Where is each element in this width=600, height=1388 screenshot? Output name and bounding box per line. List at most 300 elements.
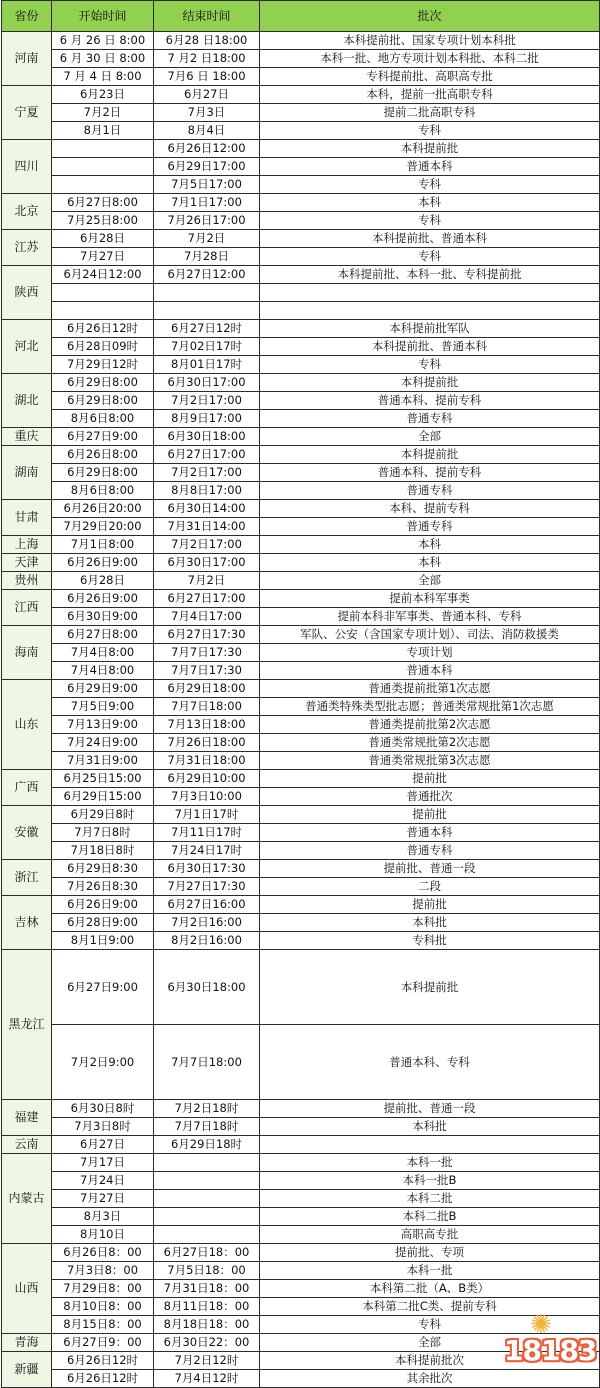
batch-cell: 提前批、普通一段 xyxy=(260,1100,600,1118)
table-row xyxy=(2,500,600,518)
table-row xyxy=(2,158,600,176)
table-row xyxy=(2,1100,600,1118)
table-row xyxy=(2,626,600,644)
province-cell: 四川 xyxy=(2,140,52,194)
province-cell: 贵州 xyxy=(2,572,52,590)
table-row xyxy=(2,518,600,536)
batch-cell: 本科一批、地方专项计划本科批、本科二批 xyxy=(260,50,600,68)
batch-cell: 普通类提前批第1次志愿 xyxy=(260,680,600,698)
end-time-cell: 7月1日17时 xyxy=(154,806,260,824)
start-time-cell: 8月1日 xyxy=(52,122,154,140)
table-row xyxy=(2,914,600,932)
header-province: 省份 xyxy=(2,1,52,32)
start-time-cell: 7月17日 xyxy=(52,1154,154,1172)
batch-cell: 普通本科 xyxy=(260,662,600,680)
end-time-cell: 6月27日18：00 xyxy=(154,1244,260,1262)
batch-cell: 本科 xyxy=(260,554,600,572)
start-time-cell: 7月7日8时 xyxy=(52,824,154,842)
province-cell: 云南 xyxy=(2,1136,52,1154)
table-row xyxy=(2,608,600,626)
start-time-cell: 6月26日9:00 xyxy=(52,896,154,914)
batch-cell: 本科提前批 xyxy=(260,950,600,1025)
end-time-cell: 7月3日10:00 xyxy=(154,788,260,806)
province-cell: 山东 xyxy=(2,680,52,770)
end-time-cell: 7月2日17:00 xyxy=(154,392,260,410)
start-time-cell: 8月3日 xyxy=(52,1208,154,1226)
start-time-cell: 7月25日8:00 xyxy=(52,212,154,230)
watermark-text: 18183 xyxy=(504,1334,597,1367)
batch-cell: 普通本科 xyxy=(260,824,600,842)
end-time-cell: 7月2日17:00 xyxy=(154,464,260,482)
start-time-cell: 6月26日20:00 xyxy=(52,500,154,518)
end-time-cell: 7月4日12时 xyxy=(154,1370,260,1388)
table-row xyxy=(2,86,600,104)
end-time-cell xyxy=(154,302,260,320)
end-time-cell: 7月7日18:00 xyxy=(154,698,260,716)
end-time-cell: 7 月2 日18:00 xyxy=(154,50,260,68)
start-time-cell xyxy=(52,158,154,176)
end-time-cell: 7月2日16:00 xyxy=(154,914,260,932)
end-time-cell: 6月27日12:00 xyxy=(154,266,260,284)
province-cell: 陕西 xyxy=(2,266,52,320)
end-time-cell: 6月27日17:30 xyxy=(154,626,260,644)
province-cell: 福建 xyxy=(2,1100,52,1136)
table-row xyxy=(2,698,600,716)
province-cell: 江苏 xyxy=(2,230,52,266)
table-row xyxy=(2,590,600,608)
table-header-row xyxy=(2,1,600,32)
end-time-cell: 6月29日10:00 xyxy=(154,770,260,788)
province-cell: 青海 xyxy=(2,1334,52,1352)
end-time-cell: 6月27日12时 xyxy=(154,320,260,338)
batch-cell: 本科批 xyxy=(260,1118,600,1136)
table-row xyxy=(2,248,600,266)
province-cell: 黑龙江 xyxy=(2,950,52,1100)
batch-cell: 普通专科 xyxy=(260,842,600,860)
end-time-cell: 7月13日18:00 xyxy=(154,716,260,734)
table-row xyxy=(2,1190,600,1208)
batch-cell: 专科 xyxy=(260,1316,600,1334)
table-row xyxy=(2,1172,600,1190)
table-row xyxy=(2,842,600,860)
table-row xyxy=(2,950,600,1025)
start-time-cell: 6月23日 xyxy=(52,86,154,104)
table-row xyxy=(2,770,600,788)
batch-cell: 本科提前批 xyxy=(260,140,600,158)
end-time-cell: 8月01日17时 xyxy=(154,356,260,374)
table-row xyxy=(2,644,600,662)
batch-cell: 全部 xyxy=(260,428,600,446)
table-row xyxy=(2,932,600,950)
start-time-cell: 7月4日8:00 xyxy=(52,644,154,662)
table-row xyxy=(2,320,600,338)
start-time-cell: 8月6日8:00 xyxy=(52,482,154,500)
table-row xyxy=(2,1370,600,1388)
batch-cell: 普通专科 xyxy=(260,482,600,500)
batch-cell: 普通专科 xyxy=(260,518,600,536)
batch-cell: 本科一批 xyxy=(260,1154,600,1172)
start-time-cell: 6月29日15:00 xyxy=(52,788,154,806)
start-time-cell: 8月15日8：00 xyxy=(52,1316,154,1334)
batch-cell: 专科批 xyxy=(260,932,600,950)
table-row xyxy=(2,176,600,194)
end-time-cell: 7月7日18时 xyxy=(154,1118,260,1136)
province-cell: 内蒙古 xyxy=(2,1154,52,1244)
batch-cell xyxy=(260,1136,600,1154)
start-time-cell: 7月31日9:00 xyxy=(52,752,154,770)
table-row xyxy=(2,716,600,734)
table-row xyxy=(2,68,600,86)
province-cell: 山西 xyxy=(2,1244,52,1334)
batch-cell: 本科一批 xyxy=(260,1262,600,1280)
batch-cell: 本科提前批次 xyxy=(260,1352,600,1370)
end-time-cell: 6月27日16:00 xyxy=(154,896,260,914)
start-time-cell: 7月27日 xyxy=(52,248,154,266)
table-row xyxy=(2,662,600,680)
table-row xyxy=(2,572,600,590)
start-time-cell: 6月29日8:00 xyxy=(52,464,154,482)
table-row xyxy=(2,1280,600,1298)
end-time-cell: 7月2日 xyxy=(154,572,260,590)
end-time-cell: 7月24日17时 xyxy=(154,842,260,860)
batch-cell: 专科提前批、高职高专批 xyxy=(260,68,600,86)
table-row xyxy=(2,554,600,572)
table-row xyxy=(2,266,600,284)
admission-schedule-table xyxy=(1,0,600,1388)
end-time-cell: 7月2日 xyxy=(154,230,260,248)
start-time-cell xyxy=(52,176,154,194)
watermark-logo xyxy=(504,1310,597,1370)
end-time-cell: 7月7日18:00 xyxy=(154,1025,260,1100)
table-row xyxy=(2,1154,600,1172)
start-time-cell: 6月27日9：00 xyxy=(52,1334,154,1352)
end-time-cell: 8月2日16:00 xyxy=(154,932,260,950)
start-time-cell: 6 月 30 日 8:00 xyxy=(52,50,154,68)
end-time-cell xyxy=(154,1172,260,1190)
batch-cell: 普通类特殊类型批志愿；普通类常规批第1次志愿 xyxy=(260,698,600,716)
start-time-cell: 8月1日9:00 xyxy=(52,932,154,950)
start-time-cell: 7月24日 xyxy=(52,1172,154,1190)
province-cell: 安徽 xyxy=(2,806,52,860)
batch-cell: 全部 xyxy=(260,572,600,590)
batch-cell: 全部 xyxy=(260,1334,600,1352)
batch-cell: 提前批、普通一段 xyxy=(260,860,600,878)
batch-cell: 本科提前批、普通本科 xyxy=(260,338,600,356)
province-cell: 天津 xyxy=(2,554,52,572)
batch-cell: 专科 xyxy=(260,248,600,266)
batch-cell: 本科第二批C类、提前专科 xyxy=(260,1298,600,1316)
table-row xyxy=(2,338,600,356)
table-row xyxy=(2,896,600,914)
table-row xyxy=(2,464,600,482)
table-row xyxy=(2,356,600,374)
start-time-cell: 6月26日12时 xyxy=(52,1352,154,1370)
batch-cell: 本科提前批 xyxy=(260,446,600,464)
province-cell: 上海 xyxy=(2,536,52,554)
start-time-cell: 6月27日8:00 xyxy=(52,194,154,212)
batch-cell: 提前批、专项 xyxy=(260,1244,600,1262)
start-time-cell: 8月6日8:00 xyxy=(52,410,154,428)
province-cell: 重庆 xyxy=(2,428,52,446)
start-time-cell: 6月28日 xyxy=(52,572,154,590)
start-time-cell: 6月26日12时 xyxy=(52,320,154,338)
table-row xyxy=(2,1226,600,1244)
batch-cell: 本科二批 xyxy=(260,1190,600,1208)
end-time-cell: 7月11日17时 xyxy=(154,824,260,842)
start-time-cell: 6月24日12:00 xyxy=(52,266,154,284)
end-time-cell: 6月30日22：00 xyxy=(154,1334,260,1352)
batch-cell: 提前二批高职专科 xyxy=(260,104,600,122)
end-time-cell xyxy=(154,1154,260,1172)
table-row xyxy=(2,482,600,500)
end-time-cell: 7月7日17:30 xyxy=(154,644,260,662)
table-row xyxy=(2,374,600,392)
start-time-cell: 8月10日8：00 xyxy=(52,1298,154,1316)
table-row xyxy=(2,140,600,158)
batch-cell: 其余批次 xyxy=(260,1370,600,1388)
table-row xyxy=(2,824,600,842)
table-row xyxy=(2,392,600,410)
start-time-cell xyxy=(52,302,154,320)
header-start-time: 开始时间 xyxy=(52,1,154,32)
province-cell: 吉林 xyxy=(2,896,52,950)
table-row xyxy=(2,1025,600,1100)
end-time-cell: 7月31日14:00 xyxy=(154,518,260,536)
table-row xyxy=(2,806,600,824)
batch-cell: 本科一批B xyxy=(260,1172,600,1190)
end-time-cell: 6月30日14:00 xyxy=(154,500,260,518)
start-time-cell: 6月25日15:00 xyxy=(52,770,154,788)
batch-cell xyxy=(260,284,600,302)
batch-cell: 本科 xyxy=(260,536,600,554)
province-cell: 湖北 xyxy=(2,374,52,428)
batch-cell: 本科提前批、国家专项计划本科批 xyxy=(260,32,600,50)
end-time-cell: 6月29日18时 xyxy=(154,1136,260,1154)
batch-cell: 普通类常规批第3次志愿 xyxy=(260,752,600,770)
province-cell: 江西 xyxy=(2,590,52,626)
end-time-cell: 6月27日17:00 xyxy=(154,590,260,608)
end-time-cell: 7月26日18:00 xyxy=(154,734,260,752)
start-time-cell: 6月27日 xyxy=(52,1136,154,1154)
start-time-cell: 6月26日8:00 xyxy=(52,446,154,464)
table-row xyxy=(2,212,600,230)
end-time-cell: 7月1日17:00 xyxy=(154,194,260,212)
province-cell: 河北 xyxy=(2,320,52,374)
end-time-cell: 6月30日18:00 xyxy=(154,428,260,446)
batch-cell: 提前批 xyxy=(260,806,600,824)
batch-cell: 专科 xyxy=(260,122,600,140)
start-time-cell: 6月28日9:00 xyxy=(52,914,154,932)
end-time-cell: 8月8日17:00 xyxy=(154,482,260,500)
start-time-cell: 8月10日 xyxy=(52,1226,154,1244)
start-time-cell: 7月5日9:00 xyxy=(52,698,154,716)
table-row xyxy=(2,536,600,554)
province-cell: 北京 xyxy=(2,194,52,230)
table-row xyxy=(2,32,600,50)
end-time-cell: 7月5日17:00 xyxy=(154,176,260,194)
province-cell: 海南 xyxy=(2,626,52,680)
start-time-cell: 6月27日9:00 xyxy=(52,428,154,446)
end-time-cell: 7月3日 xyxy=(154,104,260,122)
batch-cell: 专项计划 xyxy=(260,644,600,662)
start-time-cell: 6月29日9:00 xyxy=(52,680,154,698)
start-time-cell: 6月30日8时 xyxy=(52,1100,154,1118)
batch-cell: 军队、公安（含国家专项计划）、司法、消防救援类 xyxy=(260,626,600,644)
province-cell: 甘肃 xyxy=(2,500,52,536)
header-batch: 批次 xyxy=(260,1,600,32)
start-time-cell: 6月26日9:00 xyxy=(52,590,154,608)
table-row xyxy=(2,1208,600,1226)
start-time-cell: 6月28日 xyxy=(52,230,154,248)
start-time-cell: 6月27日8:00 xyxy=(52,626,154,644)
table-row xyxy=(2,302,600,320)
batch-cell: 本科提前批军队 xyxy=(260,320,600,338)
end-time-cell: 6月30日17:00 xyxy=(154,374,260,392)
batch-cell: 普通专科 xyxy=(260,410,600,428)
batch-cell: 普通批次 xyxy=(260,788,600,806)
end-time-cell: 7月02日17时 xyxy=(154,338,260,356)
batch-cell: 提前批 xyxy=(260,770,600,788)
table-row xyxy=(2,680,600,698)
start-time-cell: 6月27日9:00 xyxy=(52,950,154,1025)
end-time-cell: 7月7日17:30 xyxy=(154,662,260,680)
batch-cell: 专科 xyxy=(260,356,600,374)
batch-cell: 二段 xyxy=(260,878,600,896)
province-cell: 浙江 xyxy=(2,860,52,896)
table-row xyxy=(2,194,600,212)
start-time-cell: 6月26日12时 xyxy=(52,1370,154,1388)
start-time-cell: 7月2日 xyxy=(52,104,154,122)
table-row xyxy=(2,428,600,446)
start-time-cell: 6 月 26 日 8:00 xyxy=(52,32,154,50)
batch-cell: 普通本科、提前专科 xyxy=(260,392,600,410)
table-row xyxy=(2,1262,600,1280)
batch-cell: 专科 xyxy=(260,176,600,194)
table-row xyxy=(2,1118,600,1136)
batch-cell: 专科 xyxy=(260,212,600,230)
end-time-cell: 6月26日12:00 xyxy=(154,140,260,158)
batch-cell: 普通本科、提前专科 xyxy=(260,464,600,482)
header-end-time: 结束时间 xyxy=(154,1,260,32)
batch-cell: 本科提前批、普通本科 xyxy=(260,230,600,248)
end-time-cell xyxy=(154,284,260,302)
start-time-cell: 6月26日9:00 xyxy=(52,554,154,572)
batch-cell: 提前本科军事类 xyxy=(260,590,600,608)
end-time-cell: 6月29日17:00 xyxy=(154,158,260,176)
batch-cell: 本科 xyxy=(260,194,600,212)
end-time-cell: 8月11日18：00 xyxy=(154,1298,260,1316)
start-time-cell: 7月24日9:00 xyxy=(52,734,154,752)
table-row xyxy=(2,446,600,464)
start-time-cell: 7月3日8：00 xyxy=(52,1262,154,1280)
end-time-cell: 7月5日18：00 xyxy=(154,1262,260,1280)
end-time-cell xyxy=(154,1190,260,1208)
table-row xyxy=(2,860,600,878)
batch-cell: 提前批 xyxy=(260,896,600,914)
start-time-cell xyxy=(52,284,154,302)
end-time-cell: 6月27日 xyxy=(154,86,260,104)
batch-cell: 本科批 xyxy=(260,914,600,932)
end-time-cell: 7月6 日 18:00 xyxy=(154,68,260,86)
start-time-cell: 7月29日8：00 xyxy=(52,1280,154,1298)
start-time-cell: 7 月 4 日 8:00 xyxy=(52,68,154,86)
table-row xyxy=(2,1136,600,1154)
batch-cell: 本科提前批 xyxy=(260,374,600,392)
start-time-cell: 7月4日8:00 xyxy=(52,662,154,680)
start-time-cell: 7月29日12时 xyxy=(52,356,154,374)
batch-cell: 普通类常规批第2次志愿 xyxy=(260,734,600,752)
province-cell: 湖南 xyxy=(2,446,52,500)
province-cell: 河南 xyxy=(2,32,52,86)
province-cell: 新疆 xyxy=(2,1352,52,1388)
province-cell: 广西 xyxy=(2,770,52,806)
end-time-cell: 6月29日18:00 xyxy=(154,680,260,698)
sun-icon: ✺ xyxy=(530,1310,552,1339)
end-time-cell: 7月26日17:00 xyxy=(154,212,260,230)
end-time-cell: 7月2日12时 xyxy=(154,1352,260,1370)
table-row xyxy=(2,104,600,122)
start-time-cell: 6月29日8:00 xyxy=(52,374,154,392)
start-time-cell: 6月29日8:30 xyxy=(52,860,154,878)
end-time-cell: 7月31日18：00 xyxy=(154,1280,260,1298)
batch-cell: 本科二批B xyxy=(260,1208,600,1226)
start-time-cell: 7月27日 xyxy=(52,1190,154,1208)
start-time-cell: 7月29日20:00 xyxy=(52,518,154,536)
end-time-cell: 6月30日18:00 xyxy=(154,950,260,1025)
batch-cell: 普通类提前批第2次志愿 xyxy=(260,716,600,734)
batch-cell: 本科、提前专科 xyxy=(260,500,600,518)
table-row xyxy=(2,734,600,752)
batch-cell: 提前本科非军事类、普通本科、专科 xyxy=(260,608,600,626)
table-row xyxy=(2,122,600,140)
start-time-cell: 7月1日8:00 xyxy=(52,536,154,554)
end-time-cell xyxy=(154,1226,260,1244)
batch-cell: 高职高专批 xyxy=(260,1226,600,1244)
start-time-cell: 6月26日8：00 xyxy=(52,1244,154,1262)
batch-cell xyxy=(260,302,600,320)
end-time-cell: 7月4日17:00 xyxy=(154,608,260,626)
end-time-cell: 8月4日 xyxy=(154,122,260,140)
batch-cell: 普通本科、专科 xyxy=(260,1025,600,1100)
end-time-cell: 7月27日17:30 xyxy=(154,878,260,896)
end-time-cell: 7月2日17:00 xyxy=(154,536,260,554)
start-time-cell: 7月26日8:30 xyxy=(52,878,154,896)
end-time-cell: 7月2日18时 xyxy=(154,1100,260,1118)
table-body xyxy=(2,32,600,1388)
start-time-cell: 7月2日9:00 xyxy=(52,1025,154,1100)
table-row xyxy=(2,230,600,248)
table-row xyxy=(2,752,600,770)
start-time-cell: 6月29日8时 xyxy=(52,806,154,824)
batch-cell: 本科第二批（A、B类） xyxy=(260,1280,600,1298)
table-row xyxy=(2,878,600,896)
table-row xyxy=(2,410,600,428)
start-time-cell: 7月13日9:00 xyxy=(52,716,154,734)
table-row xyxy=(2,1244,600,1262)
start-time-cell xyxy=(52,140,154,158)
end-time-cell xyxy=(154,1208,260,1226)
start-time-cell: 6月30日9:00 xyxy=(52,608,154,626)
start-time-cell: 7月3日8时 xyxy=(52,1118,154,1136)
start-time-cell: 7月18日8时 xyxy=(52,842,154,860)
table-row xyxy=(2,788,600,806)
end-time-cell: 8月9日17:00 xyxy=(154,410,260,428)
end-time-cell: 7月31日18:00 xyxy=(154,752,260,770)
end-time-cell: 7月28日 xyxy=(154,248,260,266)
end-time-cell: 6月27日17:00 xyxy=(154,446,260,464)
batch-cell: 普通本科 xyxy=(260,158,600,176)
end-time-cell: 6月28 日18:00 xyxy=(154,32,260,50)
